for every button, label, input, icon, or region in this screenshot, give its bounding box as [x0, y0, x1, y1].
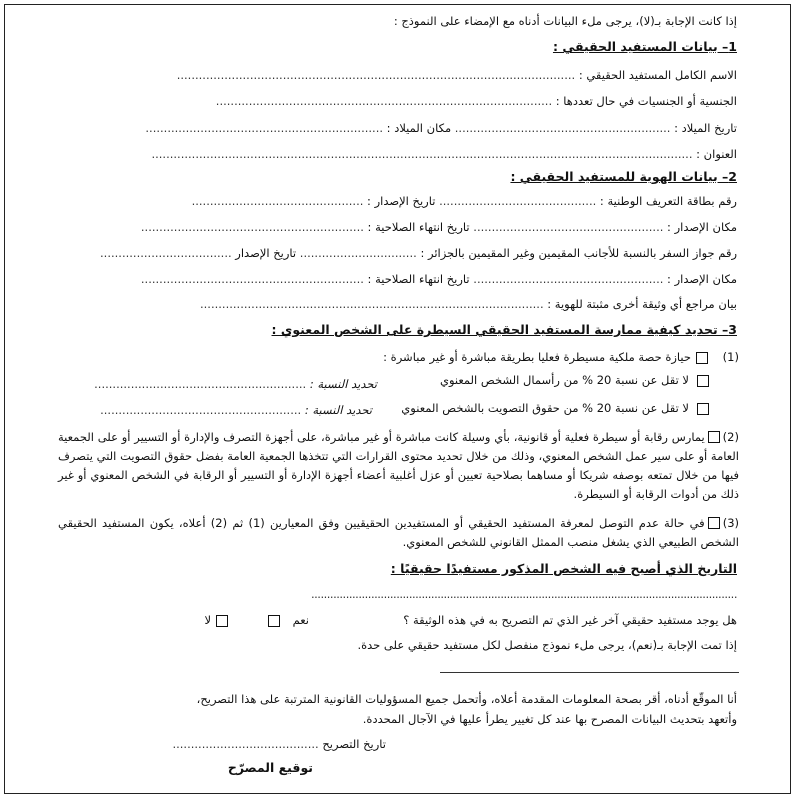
id-number-label: رقم بطاقة التعريف الوطنية :: [599, 194, 737, 208]
issue-place-field: [141, 219, 737, 235]
birth-place-blank[interactable]: .................................................................: [145, 121, 384, 135]
yes-label: نعم: [292, 613, 309, 627]
sub1-spec-label: تحديد النسبة :: [309, 377, 377, 391]
beneficial-date-heading: التاريخ الذي أصبح فيه الشخص المذكور مستفيدًا حقيقيًا :: [390, 561, 737, 576]
address-label: العنوان :: [696, 147, 737, 161]
beneficial-date-blank[interactable]: .......................................................................................................................................: [311, 587, 737, 601]
issue-date-2-blank[interactable]: ....................................: [100, 246, 232, 260]
nationality-blank[interactable]: ............................................................................................: [215, 94, 553, 108]
nationality-field: [216, 93, 737, 109]
expiry-date-2-label: تاريخ انتهاء الصلاحية :: [367, 272, 470, 286]
option1-text: حيازة حصة ملكية مسيطرة فعليا بطريقة مباشرة أو غير مباشرة :: [383, 350, 691, 364]
declaration-line-2: وأتعهد بتحديث البيانات المصرح بها عند كل تغيير يطرأ عليها في الآجال المحددة.: [362, 712, 737, 726]
issue-date-2-label: تاريخ الإصدار: [235, 246, 297, 260]
sub2-spec-blank[interactable]: .......................................................: [100, 403, 302, 417]
option3-checkbox[interactable]: [708, 517, 720, 529]
id-field: [192, 193, 737, 209]
option2-number: (2): [722, 430, 739, 444]
option2-checkbox[interactable]: [708, 431, 720, 443]
option2-text: يمارس رقابة أو سيطرة فعلية أو قانونية، بأي وسيلة كانت مباشرة أو غير مباشرة، على أجهزة التصرف والإدارة أو التسيير أو على الجمعية العامة أو على سير عمل الشخص المعنوي، وذلك من خلال تحديد محتوى القرارات التي تتخذها الجمعية العامة بفضل حقوق التصويت التي يتصرف فيها من خلال تمتعه بوصفه شريكا أو مساهما بصلاحية تعيين أو عزل أغلبية أعضاء أجهزة الإدارة أو التسيير أو الرقابة في الشخص المعنوي أو غير ذلك من أدوات الرقابة أو السيطرة.: [58, 430, 739, 501]
sub1-spec-blank[interactable]: ..........................................................: [94, 377, 307, 391]
issue-place-2-blank[interactable]: ....................................................: [473, 272, 664, 286]
declaration-separator: [440, 672, 739, 673]
full-name-blank[interactable]: .............................................................................................................: [176, 68, 576, 82]
declaration-date-label: تاريخ التصريح: [322, 737, 386, 751]
nationality-label: الجنسية أو الجنسيات في حال تعددها :: [555, 94, 737, 108]
passport-label: رقم جواز السفر بالنسبة للأجانب المقيمين وغير المقيمين بالجزائر :: [420, 246, 737, 260]
address-blank[interactable]: ....................................................................................................................................................: [151, 147, 693, 161]
section2-title: 2– بيانات الهوية للمستفيد الحقيقي :: [510, 169, 737, 184]
signature-label: توقيع المصرّح: [227, 760, 313, 775]
option3-paragraph: [58, 514, 739, 552]
sub1-text: لا تقل عن نسبة 20 % من رأسمال الشخص المعنوي: [439, 373, 689, 387]
option3-text: في حالة عدم التوصل لمعرفة المستفيد الحقيقي أو المستفيدين الحقيقيين وفق المعيارين (1) ثم (2) أعلاه، يكون المستفيد الحقيقي الشخص الطبيعي الذي يشغل منصب الممثل القانوني للشخص المعنوي.: [58, 516, 739, 549]
full-name-field: [177, 67, 737, 83]
passport-field: [100, 245, 737, 261]
issue-place-label: مكان الإصدار :: [667, 220, 737, 234]
issue-date-label: تاريخ الإصدار :: [367, 194, 436, 208]
expiry-date-label: تاريخ انتهاء الصلاحية :: [367, 220, 470, 234]
passport-blank[interactable]: ................................: [299, 246, 417, 260]
section3-title: 3– تحديد كيفية ممارسة المستفيد الحقيقي السيطرة على الشخص المعنوي :: [271, 322, 737, 337]
sub1-spec-field: [94, 376, 377, 392]
birth-place-label: مكان الميلاد :: [386, 121, 452, 135]
sub2-checkbox[interactable]: [697, 403, 709, 415]
other-doc-field: [200, 296, 737, 312]
yes-note: إذا تمت الإجابة بـ(نعم)، يرجى ملء نموذج منفصل لكل مستفيد حقيقي على حدة.: [357, 638, 737, 652]
expiry-date-blank[interactable]: .............................................................: [140, 220, 364, 234]
address-field: [151, 146, 737, 162]
declaration-line-1: أنا الموقّع أدناه، أقر بصحة المعلومات المقدمة أعلاه، وأتحمل جميع المسؤوليات القانونية المترتبة على هذا التصريح،: [196, 692, 737, 706]
section1-title: 1– بيانات المستفيد الحقيقي :: [552, 39, 737, 54]
yes-checkbox[interactable]: [268, 615, 280, 627]
no-label: لا: [204, 613, 211, 627]
option2-paragraph: [58, 428, 739, 504]
sub2-spec-field: [100, 402, 372, 418]
issue-date-blank[interactable]: ...............................................: [191, 194, 364, 208]
expiry-date-2-blank[interactable]: .............................................................: [140, 272, 364, 286]
sub1-checkbox[interactable]: [697, 375, 709, 387]
other-doc-label: بيان مراجع أي وثيقة أخرى مثبتة للهوية :: [547, 297, 737, 311]
other-doc-blank[interactable]: ..............................................................................................: [199, 297, 544, 311]
declaration-date-field: [172, 736, 386, 752]
intro-text: إذا كانت الإجابة بـ(لا)، يرجى ملء البيانات أدناه مع الإمضاء على النموذج :: [393, 14, 737, 28]
sub2-text: لا تقل عن نسبة 20 % من حقوق التصويت بالشخص المعنوي: [401, 401, 689, 415]
question-text: هل يوجد مستفيد حقيقي آخر غير الذي تم التصريح به في هذه الوثيقة ؟: [403, 613, 737, 627]
option3-number: (3): [722, 516, 740, 530]
id-number-blank[interactable]: ...........................................: [439, 194, 597, 208]
birth-date-label: تاريخ الميلاد :: [674, 121, 737, 135]
sub2-spec-label: تحديد النسبة :: [304, 403, 372, 417]
full-name-label: الاسم الكامل المستفيد الحقيقي :: [578, 68, 737, 82]
issue-place-2-label: مكان الإصدار :: [667, 272, 737, 286]
birth-field: [145, 120, 737, 136]
birth-date-blank[interactable]: ...........................................................: [454, 121, 671, 135]
no-checkbox[interactable]: [216, 615, 228, 627]
option1-checkbox[interactable]: [696, 352, 708, 364]
issue-place-2-field: [141, 271, 737, 287]
issue-place-blank[interactable]: ....................................................: [473, 220, 664, 234]
declaration-date-blank[interactable]: ........................................: [172, 737, 319, 751]
option1-number: (1): [722, 350, 739, 364]
